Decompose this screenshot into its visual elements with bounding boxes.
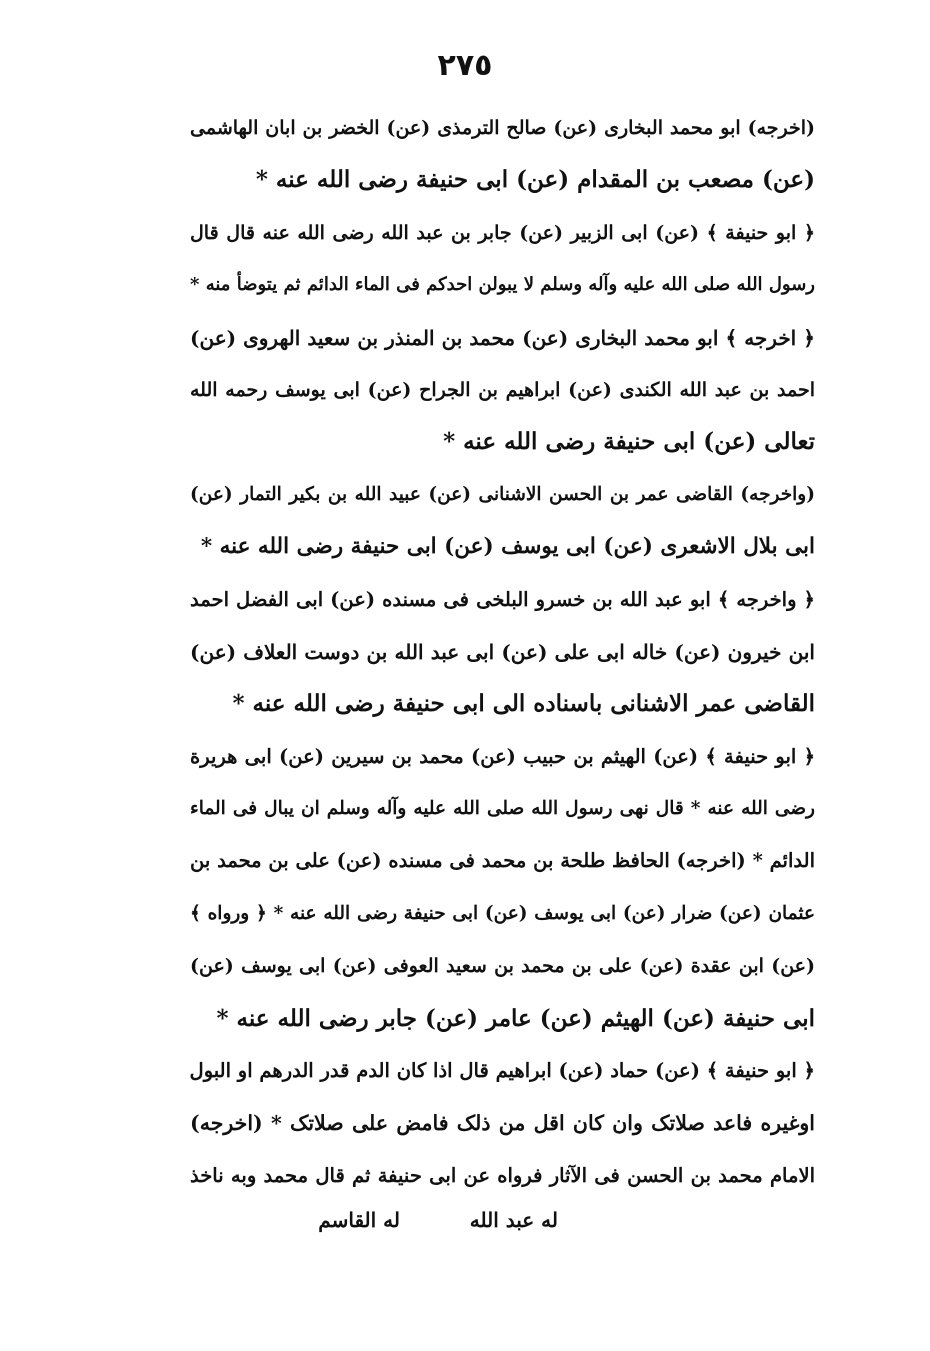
text-line: ﴿ ابو حنیفة ﴾ (عن) الهیثم بن حبیب (عن) محمد بن سیرین (عن) ابی هریرة	[190, 744, 815, 768]
text-line: ﴿ واخرجه ﴾ ابو عبد الله بن خسرو البلخی فی مسنده (عن) ابی الفضل احمد	[190, 587, 815, 611]
text-line: (عن) ابن عقدة (عن) علی بن محمد بن سعید العوفی (عن) ابی یوسف (عن)	[190, 955, 815, 978]
text-line: رسول الله صلی الله علیه وآله وسلم لا یبولن احدکم فی الماء الدائم ثم یتوضأ منه *	[190, 274, 815, 296]
text-line: احمد بن عبد الله الکندی (عن) ابراهیم بن الجراح (عن) ابی یوسف رحمه الله	[190, 378, 815, 401]
text-line: ﴿ اخرجه ﴾ ابو محمد البخاری (عن) محمد بن المنذر بن سعید الهروی (عن)	[190, 325, 815, 350]
text-line: تعالی (عن) ابی حنیفة رضی الله عنه *	[443, 428, 815, 456]
text-line: عثمان (عن) ضرار (عن) ابی یوسف (عن) ابی حنیفة رضی الله عنه * ﴿ ورواه ﴾	[190, 902, 815, 924]
text-line: (عن) مصعب بن المقدام (عن) ابی حنیفة رضی الله عنه *	[255, 166, 815, 194]
footnote: له عبد الله	[469, 1208, 558, 1232]
text-line: ﴿ ابو حنیفة ﴾ (عن) ابی الزبیر (عن) جابر بن عبد الله رضی الله عنه قال قال	[190, 221, 815, 244]
text-line: ابن خیرون (عن) خاله ابی علی (عن) ابی عبد الله بن دوست العلاف (عن)	[190, 639, 815, 664]
text-line: (اخرجه) ابو محمد البخاری (عن) صالح الترمذی (عن) الخضر بن ابان الهاشمی	[190, 117, 815, 139]
text-line: ﴿ ابو حنیفة ﴾ (عن) حماد (عن) ابراهیم قال اذا کان الدم قدر الدرهم او البول	[190, 1059, 815, 1083]
text-line: (واخرجه) القاضی عمر بن الحسن الاشنانی (عن) عبید الله بن بکیر التمار (عن)	[190, 483, 815, 505]
text-line: رضی الله عنه * قال نهی رسول الله صلی الله علیه وآله وسلم ان یبال فی الماء	[190, 798, 815, 820]
text-line: الدائم * (اخرجه) الحافظ طلحة بن محمد فی مسنده (عن) علی بن محمد بن	[190, 849, 815, 873]
text-line: ابی بلال الاشعری (عن) ابی یوسف (عن) ابی حنیفة رضی الله عنه *	[200, 534, 815, 560]
footnote: له القاسم	[318, 1208, 400, 1232]
body-text	[190, 102, 815, 1202]
footnotes	[0, 1208, 930, 1248]
text-line: القاضی عمر الاشنانی باسناده الی ابی حنیفة رضی الله عنه *	[232, 690, 815, 718]
text-line: ابی حنیفة (عن) الهیثم (عن) عامر (عن) جابر رضی الله عنه *	[216, 1004, 815, 1032]
text-line: اوغیره فاعد صلاتک وان کان اقل من ذلک فامض علی صلاتک * (اخرجه)	[190, 1111, 815, 1136]
text-line: الامام محمد بن الحسن فی الآثار فرواه عن ابی حنیفة ثم قال محمد وبه ناخذ	[190, 1163, 815, 1187]
page-number: ٢٧٥	[437, 48, 493, 83]
